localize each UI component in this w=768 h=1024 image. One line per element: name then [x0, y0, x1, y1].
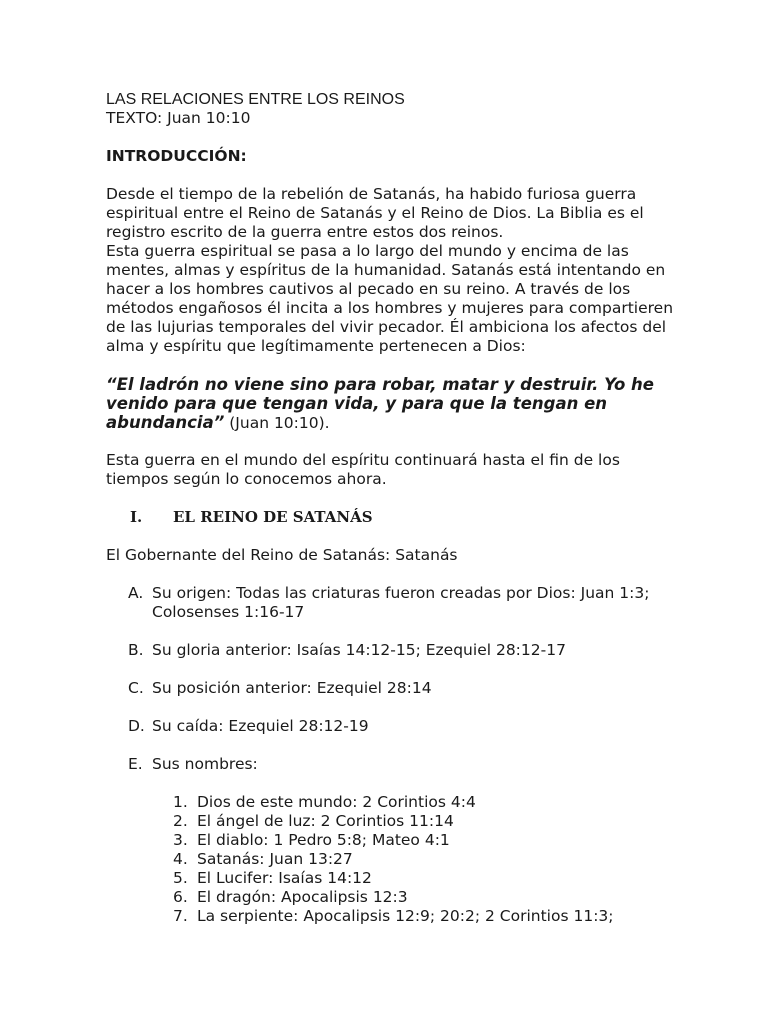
- paragraph-line: espiritual entre el Reino de Satanás y el Reino de Dios. La Biblia es el: [106, 204, 644, 222]
- list-item: [173, 812, 706, 831]
- list-item-number: 5.: [173, 869, 188, 887]
- list-item: [128, 641, 706, 660]
- paragraph-line: de las lujurias temporales del vivir pecador. Él ambiciona los afectos del: [106, 318, 667, 336]
- quote-line-end: abundancia”: [106, 413, 225, 432]
- quote-line: venido para que tengan vida, y para que la tengan en: [106, 394, 608, 413]
- list-item-number: 6.: [173, 888, 188, 906]
- list-item-number: 1.: [173, 793, 188, 811]
- list-item-number: 3.: [173, 831, 188, 849]
- list-item-text: Colosenses 1:16-17: [152, 603, 305, 621]
- list-item-text: Su posición anterior: Ezequiel 28:14: [152, 679, 432, 697]
- list-item: [128, 717, 706, 736]
- list-item-text: El ángel de luz: 2 Corintios 11:14: [197, 812, 454, 830]
- list-item-text: El diablo: 1 Pedro 5:8; Mateo 4:1: [197, 831, 450, 849]
- list-item: [173, 831, 706, 850]
- paragraph-line: Esta guerra en el mundo del espíritu continuará hasta el fin de los: [106, 451, 620, 469]
- list-item: [128, 755, 706, 774]
- intro-paragraph: [106, 185, 706, 356]
- intro-heading: INTRODUCCIÓN:: [106, 147, 247, 165]
- names-list: [106, 793, 706, 926]
- list-item-text: La serpiente: Apocalipsis 12:9; 20:2; 2 Corintios 11:3;: [197, 907, 614, 925]
- section-title: EL REINO DE SATANÁS: [173, 508, 373, 526]
- section-heading: [106, 508, 706, 527]
- list-item-number: 7.: [173, 907, 188, 925]
- list-item-text: Su caída: Ezequiel 28:12-19: [152, 717, 369, 735]
- lettered-list: [106, 584, 706, 774]
- paragraph-line: alma y espíritu que legítimamente pertenecen a Dios:: [106, 337, 526, 355]
- list-item-text: Dios de este mundo: 2 Corintios 4:4: [197, 793, 476, 811]
- list-item: [173, 869, 706, 888]
- list-item-number: 4.: [173, 850, 188, 868]
- list-item: [173, 793, 706, 812]
- list-item-text: El dragón: Apocalipsis 12:3: [197, 888, 408, 906]
- list-item-text: Su gloria anterior: Isaías 14:12-15; Ezequiel 28:12-17: [152, 641, 566, 659]
- list-item-number: 2.: [173, 812, 188, 830]
- list-item-letter: D.: [128, 717, 145, 735]
- list-item-text: Su origen: Todas las criaturas fueron creadas por Dios: Juan 1:3;: [152, 584, 650, 602]
- paragraph-line: mentes, almas y espíritus de la humanidad. Satanás está intentando en: [106, 261, 666, 279]
- list-item: [173, 850, 706, 869]
- paragraph-line: registro escrito de la guerra entre estos dos reinos.: [106, 223, 504, 241]
- list-item-letter: E.: [128, 755, 143, 773]
- scripture-reference: TEXTO: Juan 10:10: [106, 109, 251, 127]
- paragraph-line: métodos engañosos él incita a los hombres y mujeres para compartieren: [106, 299, 674, 317]
- list-item-letter: C.: [128, 679, 144, 697]
- list-item: [128, 584, 706, 622]
- list-item: [128, 679, 706, 698]
- list-item-letter: B.: [128, 641, 144, 659]
- paragraph-line: Esta guerra espiritual se pasa a lo largo del mundo y encima de las: [106, 242, 629, 260]
- paragraph-line: tiempos según lo conocemos ahora.: [106, 470, 387, 488]
- paragraph-line: hacer a los hombres cautivos al pecado en su reino. A través de los: [106, 280, 631, 298]
- list-item: [173, 888, 706, 907]
- paragraph-line: Desde el tiempo de la rebelión de Satanás, ha habido furiosa guerra: [106, 185, 637, 203]
- list-item-text: El Lucifer: Isaías 14:12: [197, 869, 372, 887]
- bible-quote: [106, 375, 706, 432]
- list-item-text: Sus nombres:: [152, 755, 258, 773]
- section-number: I.: [130, 508, 143, 526]
- quote-reference: (Juan 10:10).: [224, 414, 330, 432]
- ruler-line: El Gobernante del Reino de Satanás: Satanás: [106, 546, 458, 564]
- document-body: [106, 90, 706, 926]
- list-item-letter: A.: [128, 584, 144, 602]
- document-title: LAS RELACIONES ENTRE LOS REINOS: [106, 91, 405, 108]
- list-item-text: Satanás: Juan 13:27: [197, 850, 353, 868]
- quote-line: “El ladrón no viene sino para robar, matar y destruir. Yo he: [106, 375, 654, 394]
- closing-paragraph: [106, 451, 706, 489]
- list-item: [173, 907, 706, 926]
